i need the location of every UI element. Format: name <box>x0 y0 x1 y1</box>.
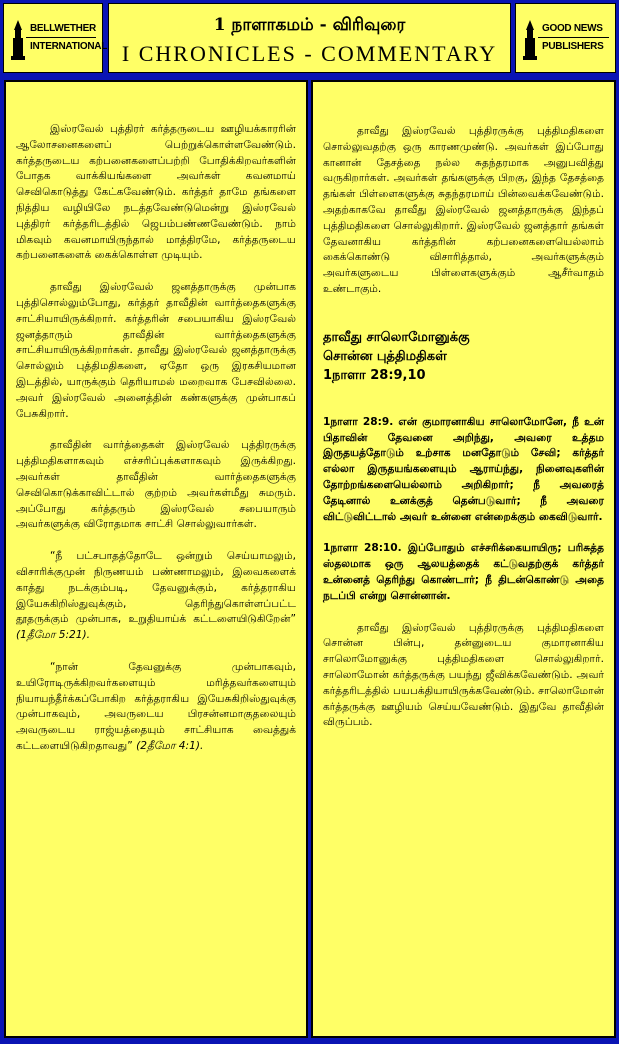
heading-reference: 1நாளா 28:9,10 <box>323 367 426 383</box>
quote-text: “நீ பட்சபாதத்தோடே ஒன்றும் செய்யாமலும், விசாரிக்குமுன் நிருணயம் பண்ணாமலும், இவைகளைக் காத்து நடக்கும்படி, தேவனுக்கும், கர்த்தராகிய இயேசுகிறிஸ்துவுக்கும், தெரிந்துகொள்ளப்பட்ட தூதருக்கும் முன்பாக, உறுதியாய்க் கட்டளையிடுகிறேன்” <box>16 550 296 626</box>
scripture-quote <box>16 660 296 755</box>
quote-text: “நான் தேவனுக்கு முன்பாகவும், உயிரோடிருக்கிறவர்களையும் மரித்தவர்களையும் நியாயந்தீர்க்கப்போகிற கர்த்தராகிய இயேசுகிறிஸ்துவுக்கு முன்பாகவும், அவருடைய பிரசன்னமாகுதலையும் அவருடைய ராஜ்யத்தையும் சாட்சியாக வைத்துக் கட்டளையிடுகிறதாவது” <box>16 660 296 752</box>
paragraph: தாவீது இஸ்ரவேல் புத்திரருக்கு புத்திமதிகளை சொல்லுவதற்கு ஒரு காரணமுண்டு. அவர்கள் இப்போது கானான் தேசத்தை நல்ல சுதந்தரமாக அனுபவித்து வருகிறார்கள். அவர்கள் தங்களுக்கு பிறகு, இந்த தேசத்தை தங்கள் பிள்ளைகளுக்கு சுதந்தரமாய் பின்வைக்கவேண்டும். அதற்காகவே தாவீது இஸ்ரவேல் ஜனத்தாருக்கு இந்தப் புத்திமதிகளை சொல்லுகிறார். இஸ்ரவேல் ஜனத்தார் தங்கள் தேவனாகிய கர்த்தரின் கற்பனைகளையெல்லாம் கைக்கொண்டு விசாரித்தால், அவர்களுக்கும் அவர்களுடைய பிள்ளைகளுக்கும் ஆசீர்வாதம் உண்டாகும். <box>323 125 604 295</box>
title-box <box>108 3 511 73</box>
verse-text: 1நாளா 28:10. இப்போதும் எச்சரிக்கையாயிரு; பரிசுத்த ஸ்தலமாக ஒரு ஆலயத்தைக் கட்டுவதற்குக் கர்த்தர் உன்னைத் தெரிந்து கொண்டார்; நீ திடன்கொண்டு அதை நடப்பி என்று சொன்னான். <box>323 542 604 602</box>
bell-tower-icon <box>10 20 26 60</box>
good-news-logo <box>515 3 616 73</box>
heading-line: சொன்ன புத்திமதிகள் <box>323 348 447 364</box>
left-column <box>4 80 308 1038</box>
header <box>0 0 619 78</box>
paragraph: தாவீதின் வார்த்தைகள் இஸ்ரவேல் புத்திரருக்கு புத்திமதிகளாகவும் எச்சரிப்புக்களாகவும் இருக்கிறது. அவர்கள் தாவீதின் வார்த்தைகளுக்கு செவிகொடுக்காவிட்டால் குற்றம் அவர்கள்மீது சுமரும். அப்போது கர்த்தரும் இஸ்ரவேல் சபையாரும் அவர்களுக்கு விரோதமாக சாட்சி சொல்லுவார்கள். <box>16 439 296 531</box>
logo-line2: PUBLISHERS <box>542 41 604 52</box>
quote-citation: (1தீமோ 5:21). <box>16 629 91 642</box>
paragraph: இஸ்ரவேல் புத்திரர் கர்த்தருடைய ஊழியக்காரரின் ஆலோசனைகளைப் பெற்றுக்கொள்ளவேண்டும். கர்த்தருடைய கற்பனைகளைப்பற்றி போதிக்கிறவர்களின் போதக வாக்கியங்களை அவர்கள் கவனமாய் செவிகொடுத்து கேட்கவேண்டும். கர்த்தர் தாமே தங்களை நித்திய வழியிலே நடத்தவேண்டுமென்று இஸ்ரவேல் புத்திரர் கர்த்தரிடத்தில் ஜெபம்பண்ணவேண்டும். நாம் மிகவும் கவனமாயிருந்தால் மாத்திரமே, கர்த்தருடைய கற்பனைகளைக் கைக்கொள்ள முடியும். <box>16 123 296 262</box>
section-heading <box>323 328 604 385</box>
bell-tower-icon <box>522 20 538 60</box>
logo-line2: INTERNATIONAL <box>30 41 108 52</box>
paragraph: தாவீது இஸ்ரவேல் ஜனத்தாருக்கு முன்பாக புத்திசொல்லும்போது, கர்த்தர் தாவீதின் வார்த்தைகளுக்கு சாட்சியாயிருக்கிறார். கர்த்தரின் சபையாகிய இஸ்ரவேல் ஜனத்தாரும் தாவீதின் வார்த்தைகளுக்கு சாட்சியாயிருக்கிறார்கள். தாவீது இஸ்ரவேல் ஜனத்தாருக்கு சொல்லும் புத்திமதிகளை, ஏதோ ஒரு இரகசியமான இடத்தில், யாருக்கும் தெரியாமல் மறைவாக பேசவில்லை. அவர் இஸ்ரவேல் அனைத்தின் கண்களுக்கு முன்பாகப் பேசுகிறார். <box>16 281 296 420</box>
page-title-tamil: 1 நாளாகமம் - விரிவுரை <box>213 15 406 35</box>
heading-line: தாவீது சாலொமோனுக்கு <box>323 329 470 345</box>
right-column <box>311 80 616 1038</box>
quote-citation: (2தீமோ 4:1). <box>136 739 204 752</box>
logo-line1: GOOD NEWS <box>542 23 603 34</box>
page-title-english: I CHRONICLES - COMMENTARY <box>121 41 498 66</box>
paragraph: தாவீது இஸ்ரவேல் புத்திரருக்கு புத்திமதிகளை சொன்ன பின்பு, தன்னுடைய குமாரனாகிய சாலொமோனுக்கு புத்திமதிகளை சொல்லுகிறார். சாலொமோன் கர்த்தருக்கு பயந்து ஜீவிக்கவேண்டும். அவர் கர்த்தரிடத்தில் பயபக்தியாயிருக்கவேண்டும். சாலொமோன் கர்த்தருக்கு ஊழியம் செய்யவேண்டும். இதுவே தாவீதின் விருப்பம். <box>323 621 604 729</box>
logo-line1: BELLWETHER <box>30 23 96 34</box>
verse-text: 1நாளா 28:9. என் குமாரனாகிய சாலொமோனே, நீ உன் பிதாவின் தேவனை அறிந்து, அவரை உத்தம இருதயத்தோடும் உற்சாக மனதோடும் சேவி; கர்த்தர் எல்லா இருதயங்களையும் ஆராய்ந்து, நினைவுகளின் தோற்றங்களையெல்லாம் அறிகிறார்; நீ அவரைத் தேடினால் உனக்குத் தென்படுவார்; நீ அவரை விட்டுவிட்டால் அவர் உன்னை என்றைக்கும் கைவிடுவார். <box>323 415 604 523</box>
bellwether-logo <box>3 3 108 73</box>
scripture-quote <box>16 549 296 644</box>
